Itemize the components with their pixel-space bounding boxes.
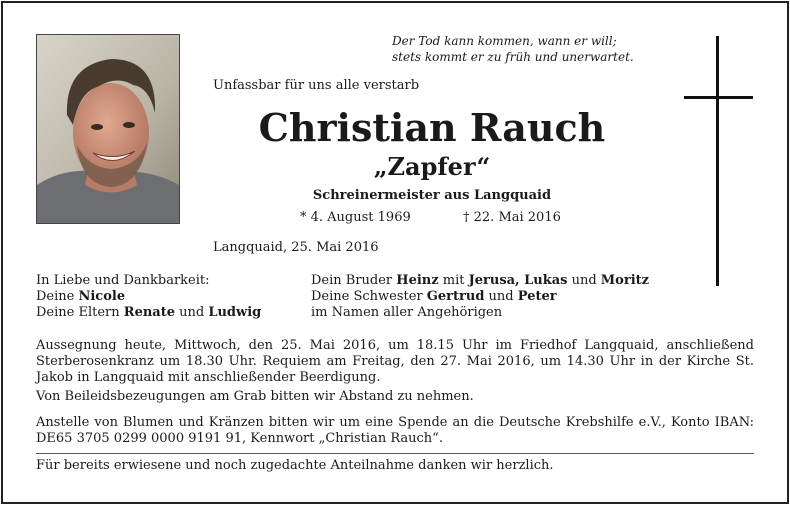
mourner-text: Deine Schwester (311, 289, 427, 304)
mourner-text: In Liebe und Dankbarkeit: (36, 273, 210, 288)
cross-icon-bar (684, 96, 753, 99)
mourner-text: im Namen aller Angehörigen (311, 305, 503, 320)
mourner-name: Gertrud (426, 289, 485, 304)
mourners-right (311, 273, 649, 321)
closing-text: Für bereits erwiesene und noch zugedachte Anteilnahme danken wir herzlich. (36, 458, 554, 473)
deceased-profession: Schreinermeister aus Langquaid (312, 188, 552, 203)
mourner-line (36, 305, 261, 321)
mourner-name: Renate (123, 305, 175, 320)
mourner-text: und (484, 289, 518, 304)
cross-icon (716, 36, 719, 286)
mourners-left (36, 273, 261, 321)
mourner-text: und (175, 305, 209, 320)
mourner-name: Moritz (600, 273, 650, 288)
mourner-line (311, 273, 649, 289)
service-paragraph: Aussegnung heute, Mittwoch, den 25. Mai 2016, um 18.15 Uhr im Friedhof Langquaid, anschließend Sterberosenkranz um 18.30 Uhr. Requiem am Freitag, den 27. Mai 2016, um 14.30 Uhr in der Kirche St. Jakob in Langquaid mit anschließender Beerdigung. (36, 338, 754, 385)
motto-line: Der Tod kann kommen, wann er will; (392, 34, 617, 48)
mourner-line (311, 289, 649, 305)
motto-quote (392, 33, 634, 65)
mourner-name: Peter (517, 289, 557, 304)
mourner-text: Deine Eltern (36, 305, 124, 320)
divider (36, 453, 754, 454)
mourner-text: Deine (36, 289, 79, 304)
mourner-name: Ludwig (208, 305, 262, 320)
deceased-name: Christian Rauch (258, 105, 606, 150)
mourner-line (36, 273, 261, 289)
mourner-name: Heinz (396, 273, 439, 288)
mourner-name: Nicole (78, 289, 126, 304)
mourner-text: Dein Bruder (311, 273, 397, 288)
portrait-photo (36, 34, 180, 224)
donation-paragraph: Anstelle von Blumen und Kränzen bitten wir um eine Spende an die Deutsche Krebshilfe e.V., Konto IBAN: DE65 3705 0299 0000 9191 91, Kennwort „Christian Rauch“. (36, 415, 754, 446)
death-date: † 22. Mai 2016 (463, 210, 561, 225)
portrait-image (37, 35, 179, 223)
mourner-line (36, 289, 261, 305)
mourner-text: und (567, 273, 601, 288)
intro-text: Unfassbar für uns alle verstarb (213, 78, 420, 93)
mourner-line (311, 305, 649, 321)
condolences-paragraph: Von Beileidsbezeugungen am Grab bitten wir Abstand zu nehmen. (36, 389, 474, 404)
birth-date: * 4. August 1969 (300, 210, 411, 225)
motto-line: stets kommt er zu früh und unerwartet. (392, 50, 634, 64)
place-and-date: Langquaid, 25. Mai 2016 (213, 240, 379, 255)
mourner-name: Jerusa, Lukas (468, 273, 568, 288)
mourner-text: mit (438, 273, 469, 288)
deceased-nickname: „Zapfer“ (373, 152, 491, 181)
